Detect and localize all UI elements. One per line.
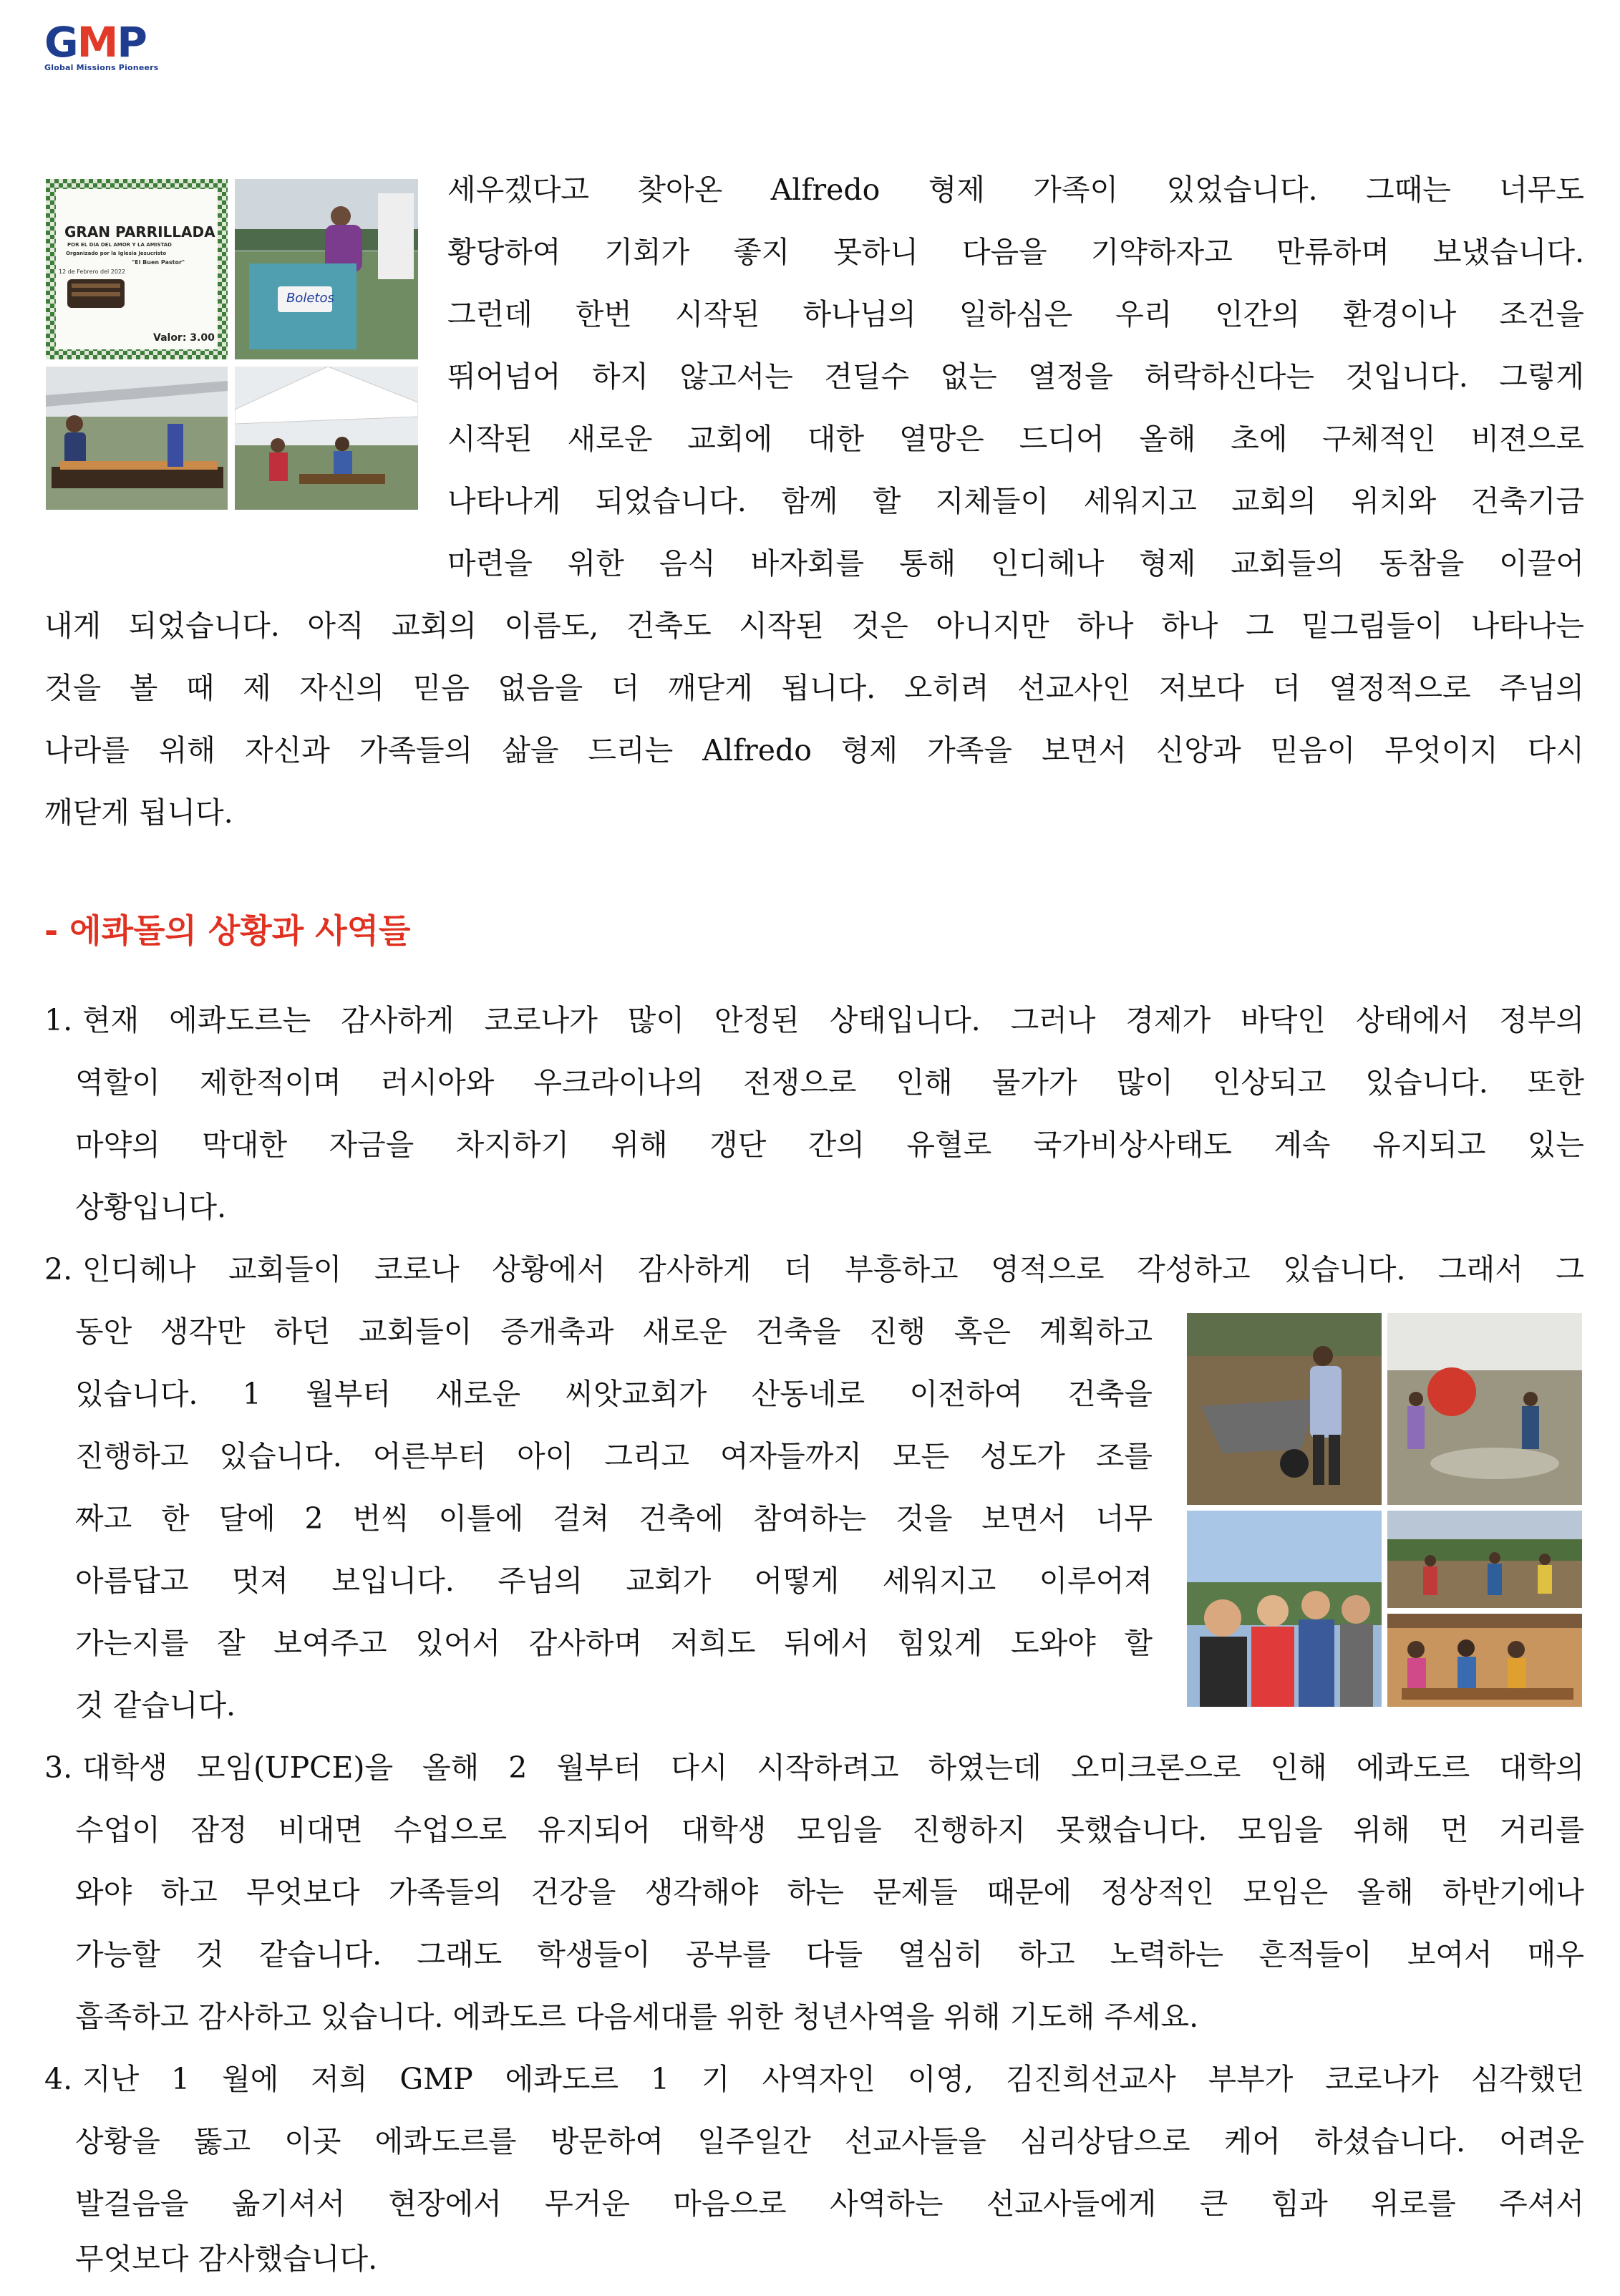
- construction-photo-collage: [1187, 1313, 1582, 1707]
- logo-tagline: Global Missions Pioneers: [44, 63, 159, 72]
- logo-letter-g: G: [44, 18, 77, 67]
- item-number: 2.: [44, 1252, 73, 1287]
- intro-line: 뛰어넘어 하지 않고서는 견딜수 없는 열정을 허락하신다는 것입니다. 그렇게: [447, 359, 1584, 394]
- dining-group-scene: [1387, 1614, 1582, 1707]
- logo-letter-p: P: [117, 18, 146, 67]
- intro-line: 마련을 위한 음식 바자회를 통해 인디헤나 형제 교회들의 동참을 이끌어: [447, 546, 1584, 581]
- logo-letter-m: M: [77, 18, 117, 67]
- item-line: 수업이 잠정 비대면 수업으로 유지되어 대학생 모임을 진행하지 못했습니다. 모임을 위해 먼 거리를: [75, 1813, 1584, 1847]
- ticket-table-photo: [235, 179, 418, 359]
- group-selfie-scene: [1187, 1511, 1382, 1707]
- item-line: 것 같습니다.: [75, 1688, 236, 1723]
- flyer-line2: Organizado por la Iglesia Jesucristo: [66, 251, 167, 256]
- item-line: 아름답고 멋져 보입니다. 주님의 교회가 어떻게 세워지고 이루어져: [75, 1564, 1153, 1598]
- tent-scene: [235, 367, 418, 510]
- wheelbarrow-photo: [1187, 1313, 1382, 1505]
- intro-full-line: 깨닫게 됩니다.: [44, 795, 233, 830]
- item-line: 대학생 모임(UPCE)을 올해 2 월부터 다시 시작하려고 하였는데 오미크론으로 인해 에콰도르 대학의: [82, 1750, 1584, 1785]
- item-line: 가는지를 잘 보여주고 있어서 감사하며 저희도 뒤에서 힘있게 도와야 할: [75, 1626, 1153, 1660]
- intro-full-line: 내게 되었습니다. 아직 교회의 이름도, 건축도 시작된 것은 아니지만 하나 하나 그 밑그림들이 나타나는: [44, 609, 1584, 643]
- item-number: 1.: [44, 1003, 73, 1037]
- logo-letters: [44, 18, 188, 67]
- ticket-sign-text: Boletos: [286, 291, 334, 306]
- item-line: 동안 생각만 하던 교회들이 증개축과 새로운 건축을 진행 혹은 계획하고: [75, 1314, 1153, 1349]
- item-line: 현재 에콰도르는 감사하게 코로나가 많이 안정된 상태입니다. 그러나 경제가 바닥인 상태에서 정부의: [82, 1003, 1585, 1037]
- item-line: 가능할 것 같습니다. 그래도 학생들이 공부를 다들 열심히 하고 노력하는 흔적들이 보여서 매우: [75, 1937, 1584, 1972]
- grill-scene: [46, 367, 228, 510]
- item-line: 있습니다. 1 월부터 새로운 씨앗교회가 산동네로 이전하여 건축을: [75, 1377, 1153, 1411]
- dining-group-photo: [1387, 1614, 1582, 1707]
- ticket-table-scene: [235, 179, 418, 359]
- flyer-price: Valor: 3.00: [153, 332, 215, 344]
- item-first-line: 인디헤나 교회들이 코로나 상황에서 감사하게 더 부흥하고 영적으로 각성하고 있습니다. 그래서 그: [82, 1252, 1584, 1287]
- item-line: 흡족하고 감사하고 있습니다. 에콰도르 다음세대를 위한 청년사역을 위해 기도해 주세요.: [75, 2000, 1199, 2034]
- flyer-line1: POR EL DIA DEL AMOR Y LA AMISTAD: [67, 242, 172, 248]
- item-number: 3.: [44, 1750, 73, 1785]
- grill-photo: [46, 367, 228, 510]
- item-line: 짜고 한 달에 2 번씩 이틀에 걸쳐 건축에 참여하는 것을 보면서 너무: [75, 1501, 1153, 1536]
- item-line: 진행하고 있습니다. 어른부터 아이 그리고 여자들까지 모든 성도가 조를: [75, 1439, 1153, 1473]
- intro-line: 나타나게 되었습니다. 함께 할 지체들이 세워지고 교회의 위치와 건축기금: [447, 484, 1584, 518]
- intro-line: 시작된 새로운 교회에 대한 열망은 드디어 올해 초에 구체적인 비젼으로: [447, 422, 1584, 456]
- item-line: 역할이 제한적이며 러시아와 우크라이나의 전쟁으로 인해 물가가 많이 인상되고 있습니다. 또한: [75, 1065, 1584, 1100]
- item-line: 지난 1 월에 저희 GMP 에콰도르 1 기 사역자인 이영, 김진희선교사 부부가 코로나가 심각했던: [82, 2062, 1584, 2096]
- item-number: 4.: [44, 2062, 73, 2096]
- group-selfie-photo: [1187, 1511, 1382, 1707]
- tent-photo: [235, 367, 418, 510]
- cement-mixer-photo: [1387, 1313, 1582, 1505]
- item-line: 발걸음을 옮기셔서 현장에서 무거운 마음으로 사역하는 선교사들에게 큰 힘과 위로를 주셔서: [75, 2186, 1584, 2221]
- gmp-logo: [44, 20, 188, 77]
- bazaar-photo-collage: [46, 179, 418, 510]
- item-line: 와야 하고 무엇보다 가족들의 건강을 생각해야 하는 문제들 때문에 정상적인 모임은 올해 하반기에나: [75, 1875, 1584, 1909]
- wheelbarrow-scene: [1187, 1313, 1382, 1505]
- item-line: 마약의 막대한 자금을 차지하기 위해 갱단 간의 유혈로 국가비상사태도 계속 유지되고 있는: [75, 1128, 1584, 1162]
- intro-line: 세우겠다고 찾아온 Alfredo 형제 가족이 있었습니다. 그때는 너무도: [447, 173, 1584, 207]
- intro-line: 황당하여 기회가 좋지 못하니 다음을 기약하자고 만류하며 보냈습니다.: [447, 235, 1584, 269]
- item-line: 무엇보다 감사했습니다.: [75, 2242, 378, 2276]
- digging-photo: [1387, 1511, 1582, 1608]
- flyer-line3: "El Buen Pastor": [132, 259, 185, 266]
- flyer-title: GRAN PARRILLADA: [64, 223, 215, 241]
- intro-full-line: 것을 볼 때 제 자신의 믿음 없음을 더 깨닫게 됩니다. 오히려 선교사인 저보다 더 열정적으로 주님의: [44, 671, 1584, 705]
- flyer-date: 12 de Febrero del 2022: [59, 268, 126, 275]
- cement-mixer-scene: [1387, 1313, 1582, 1505]
- bazaar-flyer-photo: [46, 179, 228, 359]
- digging-scene: [1387, 1511, 1582, 1608]
- item-line: 상황을 뚫고 이곳 에콰도르를 방문하여 일주일간 선교사들을 심리상담으로 케어 하셨습니다. 어려운: [75, 2124, 1584, 2159]
- section-heading: - 에콰돌의 상황과 사역들: [44, 911, 411, 950]
- intro-line: 그런데 한번 시작된 하나님의 일하심은 우리 인간의 환경이나 조건을: [447, 297, 1584, 331]
- item-line: 상황입니다.: [75, 1190, 227, 1224]
- intro-full-line: 나라를 위해 자신과 가족들의 삶을 드리는 Alfredo 형제 가족을 보면서 신앙과 믿음이 무엇이지 다시: [44, 733, 1584, 767]
